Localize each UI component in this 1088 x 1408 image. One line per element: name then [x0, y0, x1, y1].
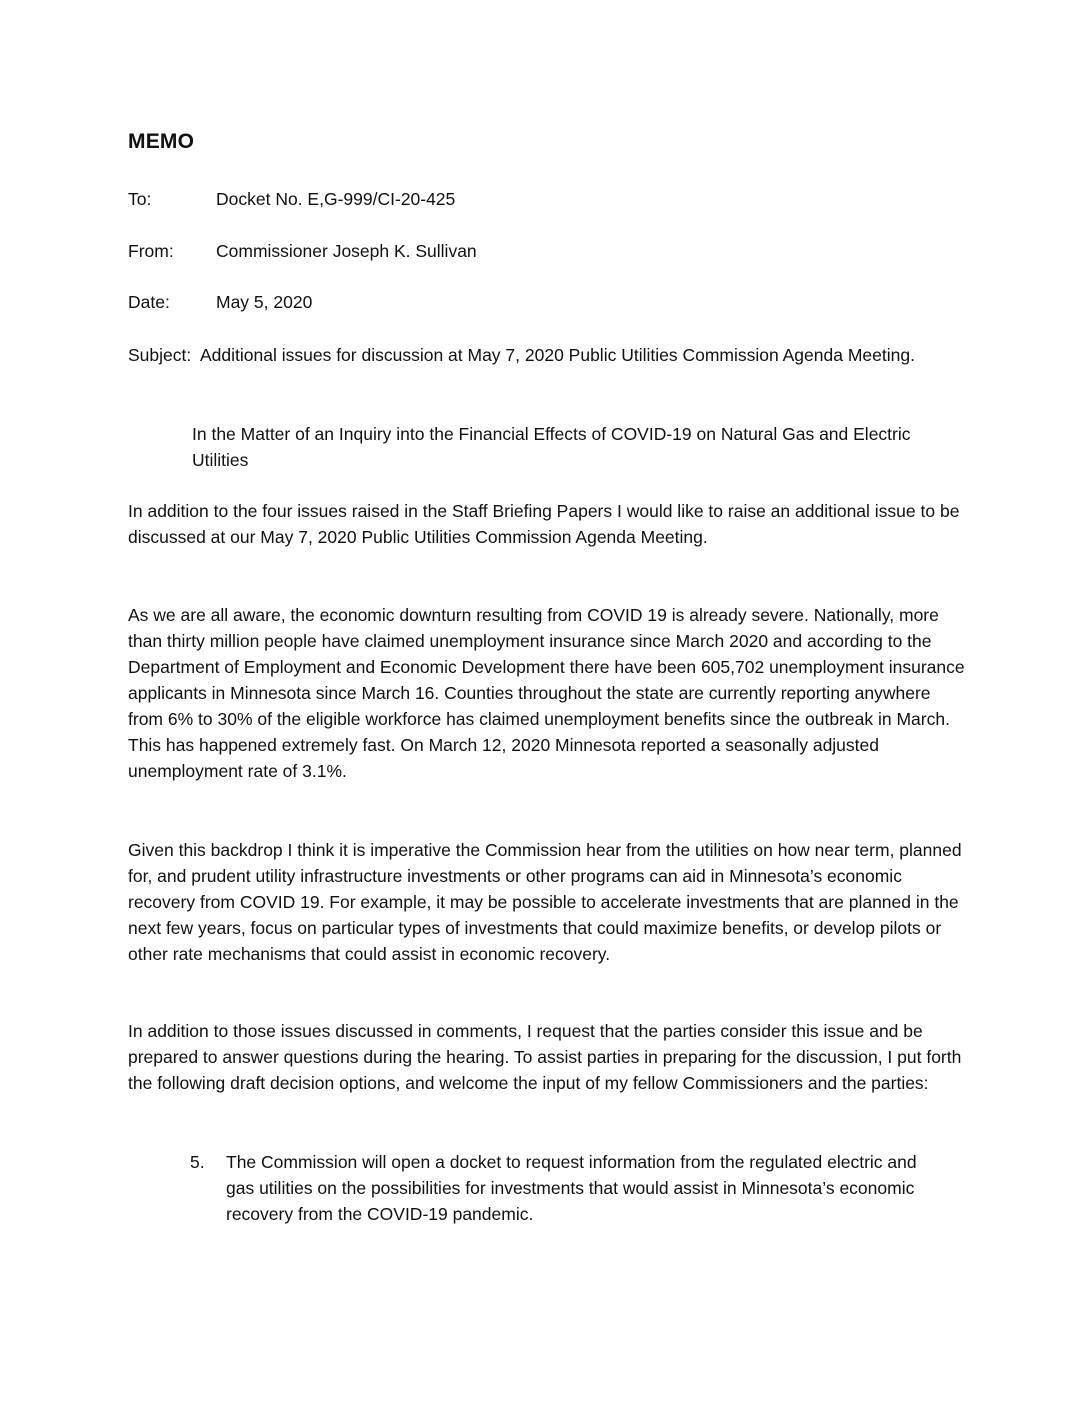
decision-option-text: The Commission will open a docket to request information from the regulated electric and gas utilities on the possibilities for investments that would assist in Minnesota’s economic recovery from the COVID-19 pandemic. — [226, 1152, 917, 1224]
paragraph-economic-downturn: As we are all aware, the economic downturn resulting from COVID 19 is already severe. Nationally, more than thirty million people have claimed unemployment insurance since March 2020 and according to the Department of Employment and Economic Development there have been 605,702 unemployment insurance applicants in Minnesota since March 16. Counties throughout the state are currently reporting anywhere from 6% to 30% of the eligible workforce has claimed unemployment benefits since the outbreak in March. This has happened extremely fast. On March 12, 2020 Minnesota reported a seasonally adjusted unemployment rate of 3.1%. — [128, 605, 965, 781]
date-label: Date: — [128, 292, 170, 312]
paragraph-request: In addition to those issues discussed in comments, I request that the parties consider this issue and be prepared to answer questions during the hearing. To assist parties in preparing for the discussion, I put forth the following draft decision options, and welcome the input of my fellow Commissioners and the parties: — [128, 1021, 962, 1093]
to-label: To: — [128, 189, 152, 209]
to-value: Docket No. E,G-999/CI-20-425 — [216, 189, 456, 209]
subject-label: Subject: — [128, 345, 192, 365]
paragraph-intro: In addition to the four issues raised in the Staff Briefing Papers I would like to raise an additional issue to be discussed at our May 7, 2020 Public Utilities Commission Agenda Meeting. — [128, 501, 960, 547]
from-label: From: — [128, 241, 174, 261]
from-value: Commissioner Joseph K. Sullivan — [216, 241, 477, 261]
subject-value: Additional issues for discussion at May 7, 2020 Public Utilities Commission Agenda Meeting. — [200, 345, 915, 365]
memo-title: MEMO — [128, 130, 195, 153]
date-value: May 5, 2020 — [216, 292, 313, 312]
decision-option-number: 5. — [190, 1152, 205, 1172]
matter-caption: In the Matter of an Inquiry into the Financial Effects of COVID-19 on Natural Gas and Electric Utilities — [192, 424, 911, 470]
paragraph-backdrop: Given this backdrop I think it is imperative the Commission hear from the utilities on how near term, planned for, and prudent utility infrastructure investments or other programs can aid in Minnesota’s economic recovery from COVID 19. For example, it may be possible to accelerate investments that are planned in the next few years, focus on particular types of investments that could maximize benefits, or develop pilots or other rate mechanisms that could assist in economic recovery. — [128, 840, 962, 964]
